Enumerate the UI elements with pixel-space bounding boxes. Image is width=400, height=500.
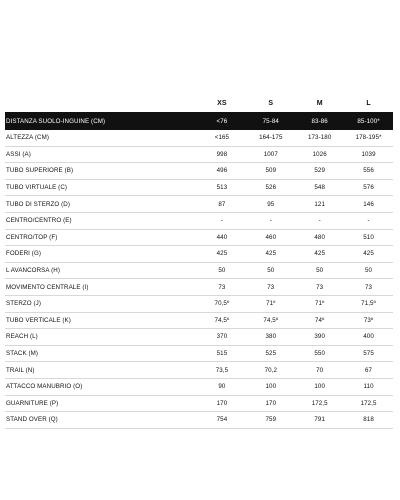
table-header-row [5,95,393,112]
cell-m: 550 [314,350,325,358]
table-row [5,246,393,263]
cell-s: 71º [266,300,276,308]
table-row [5,362,393,379]
cell-m: 121 [314,200,325,208]
row-label: L AVANCORSA (H) [6,267,60,275]
cell-xs: 170 [216,399,228,407]
cell-m: 390 [314,333,325,341]
table-row [5,213,393,230]
cell-l: 575 [363,350,374,358]
cell-s: 73 [267,283,275,291]
cell-s: 460 [265,233,277,241]
row-label: ATTACCO MANUBRIO (O) [6,383,83,391]
table-row [5,263,393,280]
row-label: STERZO (J) [6,300,42,308]
row-label: ASSI (A) [6,150,31,158]
cell-xs: 496 [216,167,228,175]
cell-s: 164-175 [259,134,283,142]
row-label: TRAIL (N) [6,366,35,374]
size-header-l: L [366,100,371,107]
cell-xs: 440 [216,233,228,241]
cell-l: 556 [363,167,374,175]
cell-xs: 513 [216,184,228,192]
row-label: ALTEZZA (CM) [6,134,50,142]
size-header-s: S [268,100,274,107]
size-header-xs: XS [217,100,227,107]
cell-l: 85-100* [357,117,380,125]
cell-xs: 425 [216,250,228,258]
cell-s: 95 [267,200,275,208]
row-label: REACH (L) [6,333,38,341]
cell-s: 100 [265,383,277,391]
cell-s: 170 [265,399,277,407]
cell-m: - [318,217,321,225]
table-row [5,329,393,346]
cell-s: 380 [265,333,277,341]
row-label: TUBO DI STERZO (D) [6,200,71,208]
cell-s: 70,2 [264,366,278,374]
cell-xs: 87 [218,200,226,208]
cell-l: 110 [363,383,374,391]
row-label: STACK (M) [6,350,39,358]
cell-s: 526 [265,184,277,192]
cell-s: 525 [265,350,277,358]
cell-m: 83-86 [311,117,328,125]
cell-l: 172,5 [360,399,377,407]
row-label: CENTRO/TOP (F) [6,233,58,241]
cell-m: 100 [314,383,325,391]
row-label: TUBO VERTICALE (K) [6,316,71,324]
table-row [5,180,393,197]
cell-l: 50 [365,267,373,275]
cell-xs: 754 [216,416,228,424]
cell-m: 74º [314,316,325,324]
cell-xs: 70,5º [214,300,230,308]
table-row [5,147,393,164]
cell-m: 50 [316,267,324,275]
table-row [5,230,393,247]
cell-l: 67 [365,366,373,374]
inseam-row [5,112,393,130]
table-row [5,396,393,413]
cell-l: 73 [365,283,373,291]
cell-l: 576 [363,184,374,192]
size-header-m: M [316,100,323,107]
cell-s: 759 [265,416,277,424]
cell-xs: - [220,217,224,225]
cell-xs: 370 [216,333,228,341]
cell-m: 73 [316,283,324,291]
cell-m: 1026 [312,150,327,158]
cell-xs: 515 [216,350,228,358]
row-label: MOVIMENTO CENTRALE (I) [6,283,89,291]
cell-xs: <76 [216,117,228,125]
cell-xs: 74,5º [214,316,230,324]
table-row [5,130,393,147]
cell-s: 50 [267,267,275,275]
cell-xs: <165 [214,134,230,142]
row-label: DISTANZA SUOLO-INGUINE (CM) [6,117,106,125]
cell-m: 529 [314,167,325,175]
row-label: GUARNITURE (P) [6,399,59,407]
cell-l: 510 [363,233,374,241]
cell-l: 1039 [361,150,376,158]
cell-m: 548 [314,184,325,192]
cell-m: 480 [314,233,325,241]
table-row [5,279,393,296]
cell-l: 71,5º [361,300,376,308]
cell-s: - [269,217,272,225]
cell-m: 70 [316,366,324,374]
cell-xs: 90 [218,383,226,391]
row-label: TUBO SUPERIORE (B) [6,167,74,175]
cell-m: 172,5 [311,399,328,407]
cell-s: 509 [265,167,277,175]
row-label: FODERI (G) [6,250,42,258]
cell-m: 173-180 [307,134,332,142]
cell-xs: 50 [218,267,226,275]
cell-m: 71º [314,300,325,308]
table-row [5,313,393,330]
cell-s: 75-84 [262,117,279,125]
cell-l: 178-195* [355,134,382,142]
cell-s: 1007 [263,150,278,158]
table-body [5,130,393,429]
table-row [5,163,393,180]
geometry-table [5,95,393,429]
cell-l: 400 [363,333,374,341]
row-label: CENTRO/CENTRO (E) [6,217,72,225]
cell-xs: 73,5 [215,366,229,374]
table-row [5,346,393,363]
cell-l: - [367,217,370,225]
table-row [5,196,393,213]
row-label: STAND OVER (Q) [6,416,58,424]
table-row [5,296,393,313]
table-row [5,412,393,429]
cell-s: 74,5º [263,316,279,324]
cell-l: 146 [363,200,374,208]
row-label: TUBO VIRTUALE (C) [6,184,68,192]
cell-xs: 998 [216,150,228,158]
cell-s: 425 [265,250,277,258]
cell-xs: 73 [218,283,226,291]
table-row [5,379,393,396]
cell-l: 425 [363,250,374,258]
cell-m: 791 [314,416,325,424]
cell-l: 73º [363,316,374,324]
cell-l: 818 [363,416,374,424]
cell-m: 425 [314,250,325,258]
